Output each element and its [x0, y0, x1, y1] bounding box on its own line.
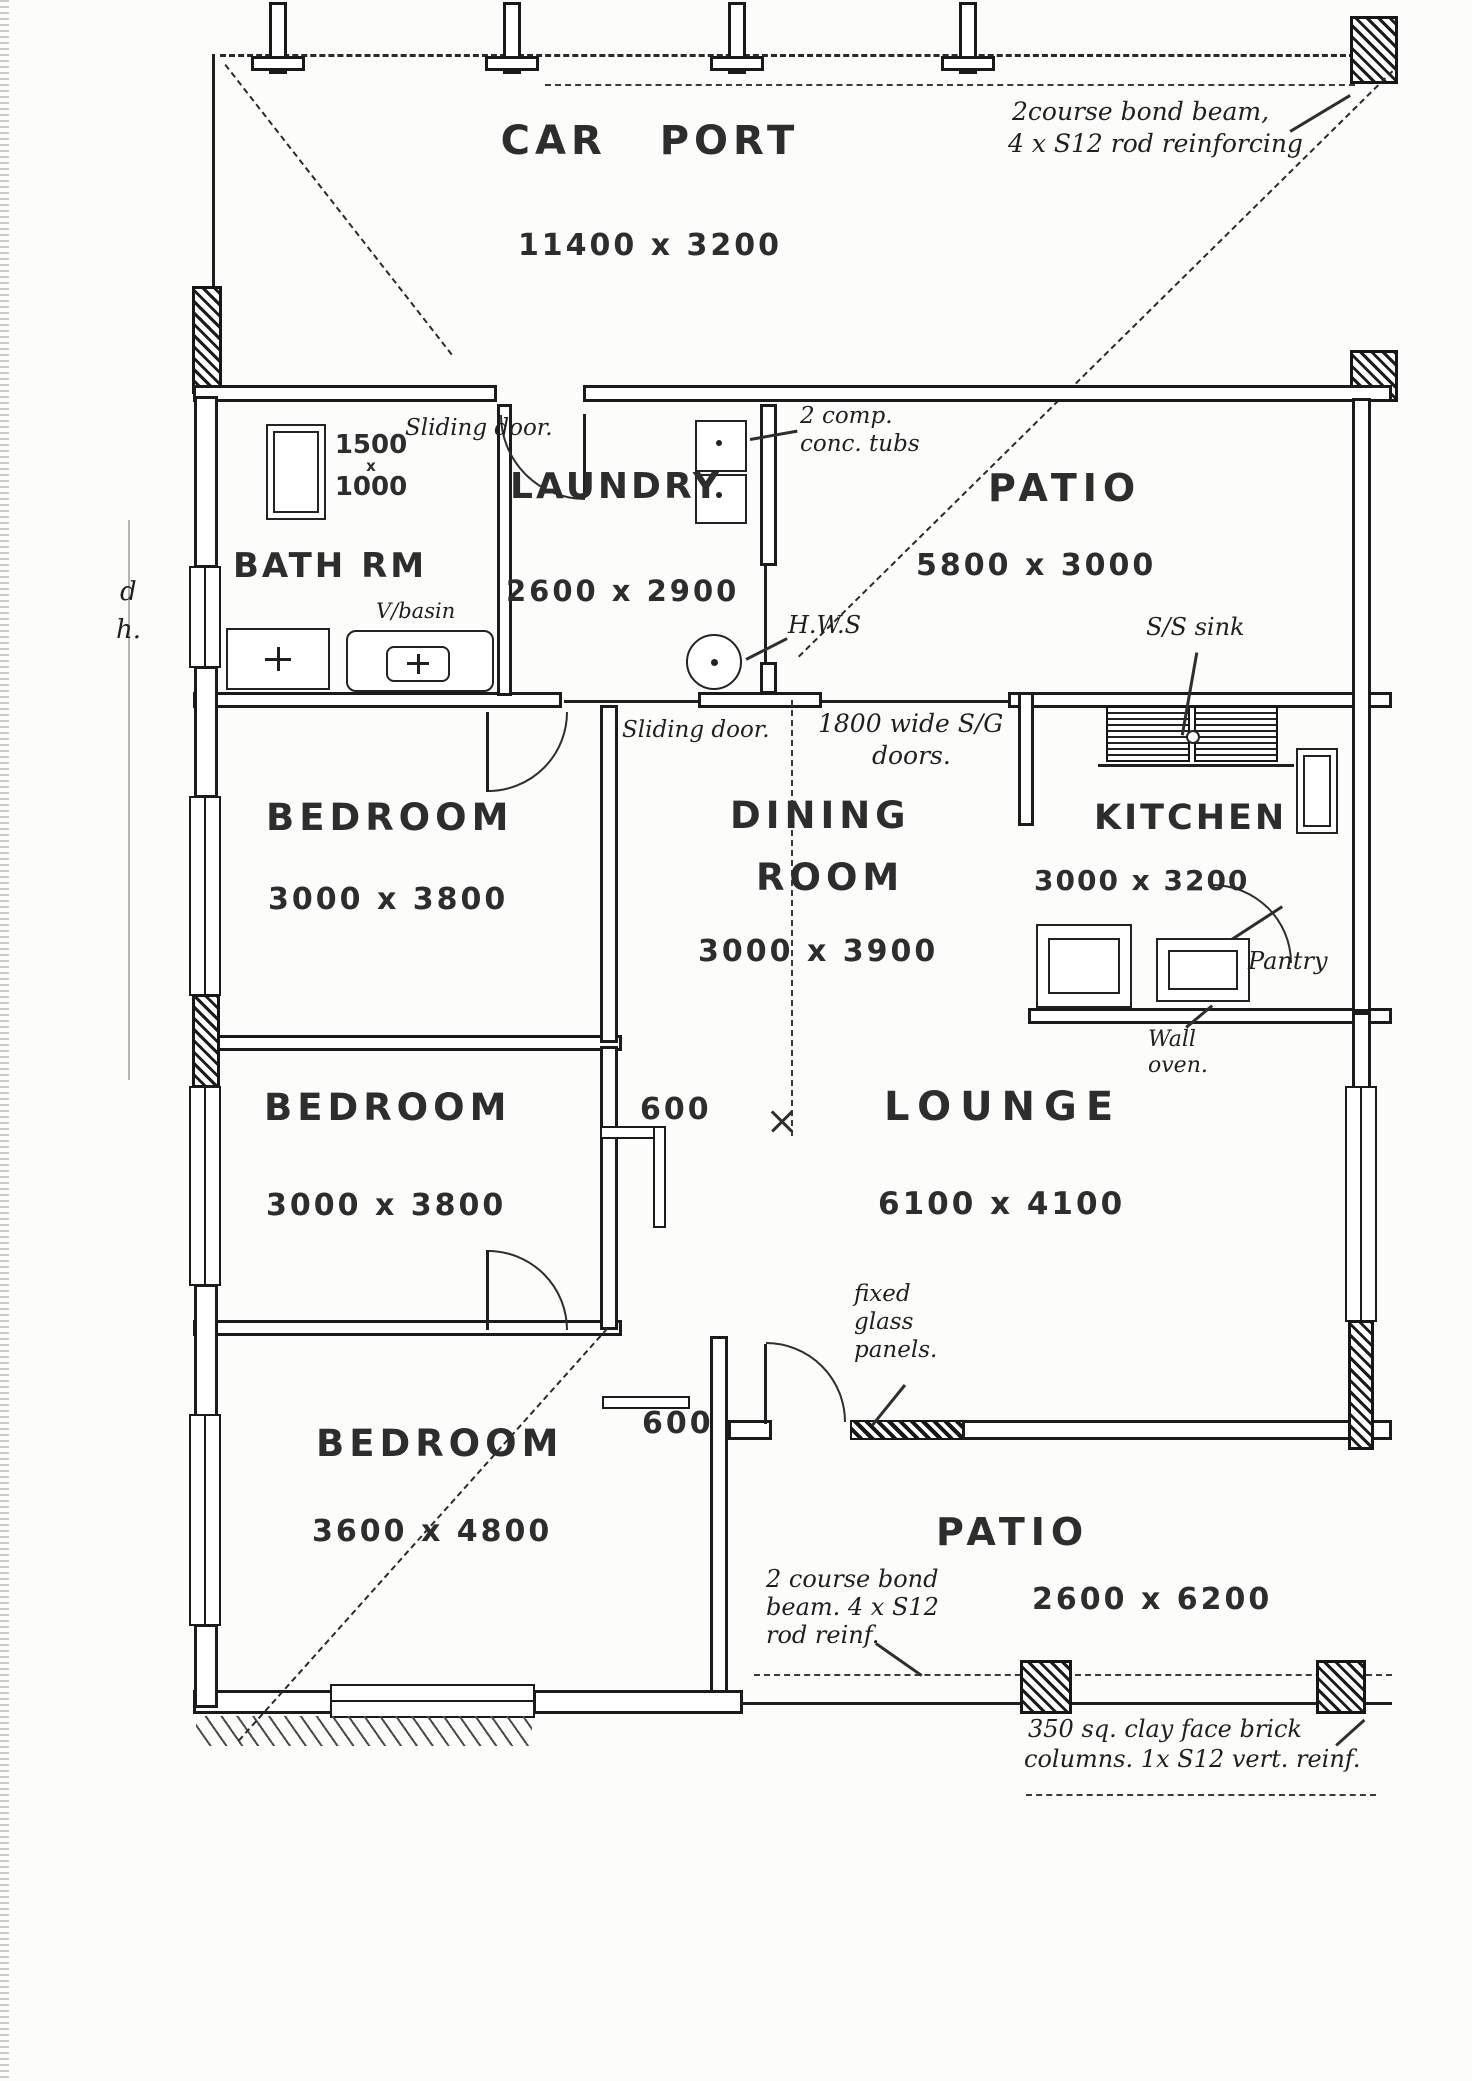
- window-bed3-left: [189, 1414, 221, 1626]
- kitchen-dims: 3000 x 3200: [1034, 864, 1250, 897]
- margin-text-fragment: d: [120, 577, 137, 607]
- hws-label: H.W.S: [788, 611, 862, 639]
- scan-edge-noise: [0, 0, 9, 2081]
- sg-doors-label: 1800 wide S/G: [818, 709, 1004, 738]
- wall-laundry-patio: [760, 404, 777, 566]
- bond-beam-note-top: 2course bond beam,: [1012, 97, 1270, 126]
- patio-bottom-edge-dashed: [754, 1674, 1392, 1676]
- brick-column-patio: [1316, 1660, 1366, 1714]
- lounge-dims: 6100 x 4100: [878, 1186, 1126, 1222]
- shower-width: 1500: [334, 430, 408, 460]
- laundry-label: LAUNDRY: [510, 466, 722, 507]
- wall-left-outer: [194, 1624, 218, 1708]
- wall-left-outer: [194, 666, 218, 798]
- brick-columns-note: columns. 1x S12 vert. reinf.: [1024, 1745, 1361, 1773]
- carport-roof-edge-dashed-2: [545, 84, 1355, 86]
- laundry-dims: 2600 x 2900: [506, 574, 740, 608]
- wall-bed3-bottom: [533, 1690, 743, 1714]
- shower-dims: [334, 430, 408, 502]
- bond-beam-note-bottom: rod reinf.: [766, 1621, 880, 1649]
- vanity-cross-mark: [265, 658, 291, 661]
- lounge-label: LOUNGE: [884, 1084, 1123, 1130]
- patio-bottom-dims: 2600 x 6200: [1032, 1582, 1273, 1617]
- wall-600-label: 600: [642, 1406, 714, 1441]
- wall-bed3-right: [710, 1336, 728, 1698]
- shower-recess: [266, 424, 326, 520]
- patio-top-label: PATIO: [988, 466, 1142, 510]
- window-lounge-right: [1345, 1086, 1377, 1322]
- wall-laundry-patio: [760, 662, 777, 694]
- door-leaf-bed2: [486, 1250, 489, 1330]
- bond-beam-note-top: 4 x S12 rod reinforcing: [1008, 129, 1303, 158]
- kitchen-label: KITCHEN: [1094, 798, 1288, 838]
- wall-mid: [698, 692, 822, 708]
- shower-height: 1000: [334, 472, 408, 502]
- sliding-door-label-upper: Sliding door.: [405, 415, 553, 441]
- wall-bed1-bed2: [193, 1035, 622, 1051]
- door-leaf-lounge: [764, 1344, 767, 1424]
- bond-beam-note-bottom: beam. 4 x S12: [766, 1593, 939, 1621]
- dining-centerline: [791, 700, 793, 1136]
- laundry-tub: [695, 420, 747, 472]
- brick-pier-lounge-se: [1348, 1320, 1374, 1450]
- brick-pier-left-carport: [192, 286, 222, 394]
- wall-right-outer: [1352, 398, 1371, 1012]
- wall-oven-label: oven.: [1148, 1053, 1208, 1078]
- carport-dims: 11400 x 3200: [517, 228, 783, 263]
- patio-bottom-label: PATIO: [936, 1510, 1090, 1554]
- bench-edge: [1098, 764, 1294, 767]
- carport-label: CAR PORT: [500, 118, 800, 164]
- wall-left-outer: [194, 396, 218, 568]
- sg-doors-track: [822, 700, 1008, 703]
- wall-bedrooms-right: [600, 705, 618, 1043]
- hws-center: [711, 659, 718, 666]
- brick-columns-note: 350 sq. clay face brick: [1028, 1715, 1302, 1743]
- wall-oven-label: Wall: [1148, 1027, 1196, 1052]
- bedroom2-dims: 3000 x 3800: [266, 1188, 507, 1223]
- sink-bench: [1106, 706, 1190, 762]
- tubs-note: conc. tubs: [800, 431, 920, 457]
- fixed-glass-panel: [850, 1420, 964, 1440]
- carport-roof-hip-line: [224, 64, 452, 355]
- window-bed2-left: [189, 1086, 221, 1286]
- vbasin-label: V/basin: [376, 599, 456, 623]
- margin-text-fragment: h.: [116, 615, 142, 645]
- patio-top-dims: 5800 x 3000: [916, 548, 1157, 583]
- sliding-door-label-lower: Sliding door.: [622, 717, 770, 743]
- sink-drain: [1186, 730, 1200, 744]
- note-underline-dashed: [1026, 1794, 1376, 1796]
- bedroom3-dims: 3600 x 4800: [312, 1514, 553, 1549]
- wall-kitchen-lounge: [1028, 1008, 1392, 1024]
- bond-bottom-leader-line: [875, 1642, 922, 1676]
- window-bed1-left: [189, 796, 221, 996]
- bedroom3-label: BEDROOM: [316, 1422, 564, 1465]
- bathrm-label: BATH RM: [233, 546, 428, 586]
- basin-cross-mark: [407, 662, 429, 665]
- bedroom1-label: BEDROOM: [266, 796, 514, 839]
- bond-beam-leader-line: [1289, 94, 1350, 132]
- fixed-glass-label: glass: [854, 1309, 914, 1335]
- tubs-note: 2 comp.: [800, 403, 893, 429]
- wall-bedrooms-right: [600, 1046, 618, 1330]
- brick-column-patio: [1020, 1660, 1072, 1714]
- carport-roof-edge-dashed: [220, 54, 1355, 57]
- window-bath-left: [189, 566, 221, 668]
- wall-kitchen-stub: [1018, 692, 1034, 826]
- ss-sink-label: S/S sink: [1146, 613, 1245, 641]
- dining-dims: 3000 x 3900: [698, 934, 939, 969]
- dining-label: DINING: [730, 794, 911, 837]
- wall-left-outer: [194, 1284, 218, 1418]
- carport-post-base: [710, 56, 764, 71]
- kitchen-bench-inner: [1048, 938, 1120, 994]
- wall-lounge-bottom: [962, 1420, 1392, 1440]
- carport-post-base: [485, 56, 539, 71]
- pantry-label: Pantry: [1248, 947, 1328, 975]
- brick-pier-left: [192, 994, 220, 1088]
- sg-doors-label: doors.: [872, 741, 951, 770]
- wall-house-top: [583, 385, 1392, 402]
- dining-label: ROOM: [756, 856, 905, 899]
- fixed-glass-label: panels.: [854, 1337, 938, 1363]
- tub-drain: [716, 440, 722, 446]
- carport-post-base: [941, 56, 995, 71]
- carport-post-base: [251, 56, 305, 71]
- fixed-glass-label: fixed: [854, 1281, 911, 1307]
- wall-stub-600: [653, 1126, 666, 1228]
- window-bed3-bottom: [330, 1684, 535, 1718]
- brick-note-leader-line: [1335, 1719, 1365, 1746]
- bedroom1-dims: 3000 x 3800: [268, 882, 509, 917]
- wall-600-label: 600: [640, 1092, 712, 1127]
- wall-right-outer: [1352, 1012, 1371, 1090]
- door-leaf-bed1: [486, 712, 489, 792]
- refrigerator: [1296, 748, 1338, 834]
- sliding-door-track: [564, 700, 698, 703]
- bedroom2-label: BEDROOM: [264, 1086, 512, 1129]
- shower-x: x: [366, 457, 376, 475]
- wall-oven-inner: [1168, 950, 1238, 990]
- wall-house-top: [193, 385, 497, 402]
- sink-bench: [1194, 706, 1278, 762]
- bond-beam-note-bottom: 2 course bond: [766, 1565, 939, 1593]
